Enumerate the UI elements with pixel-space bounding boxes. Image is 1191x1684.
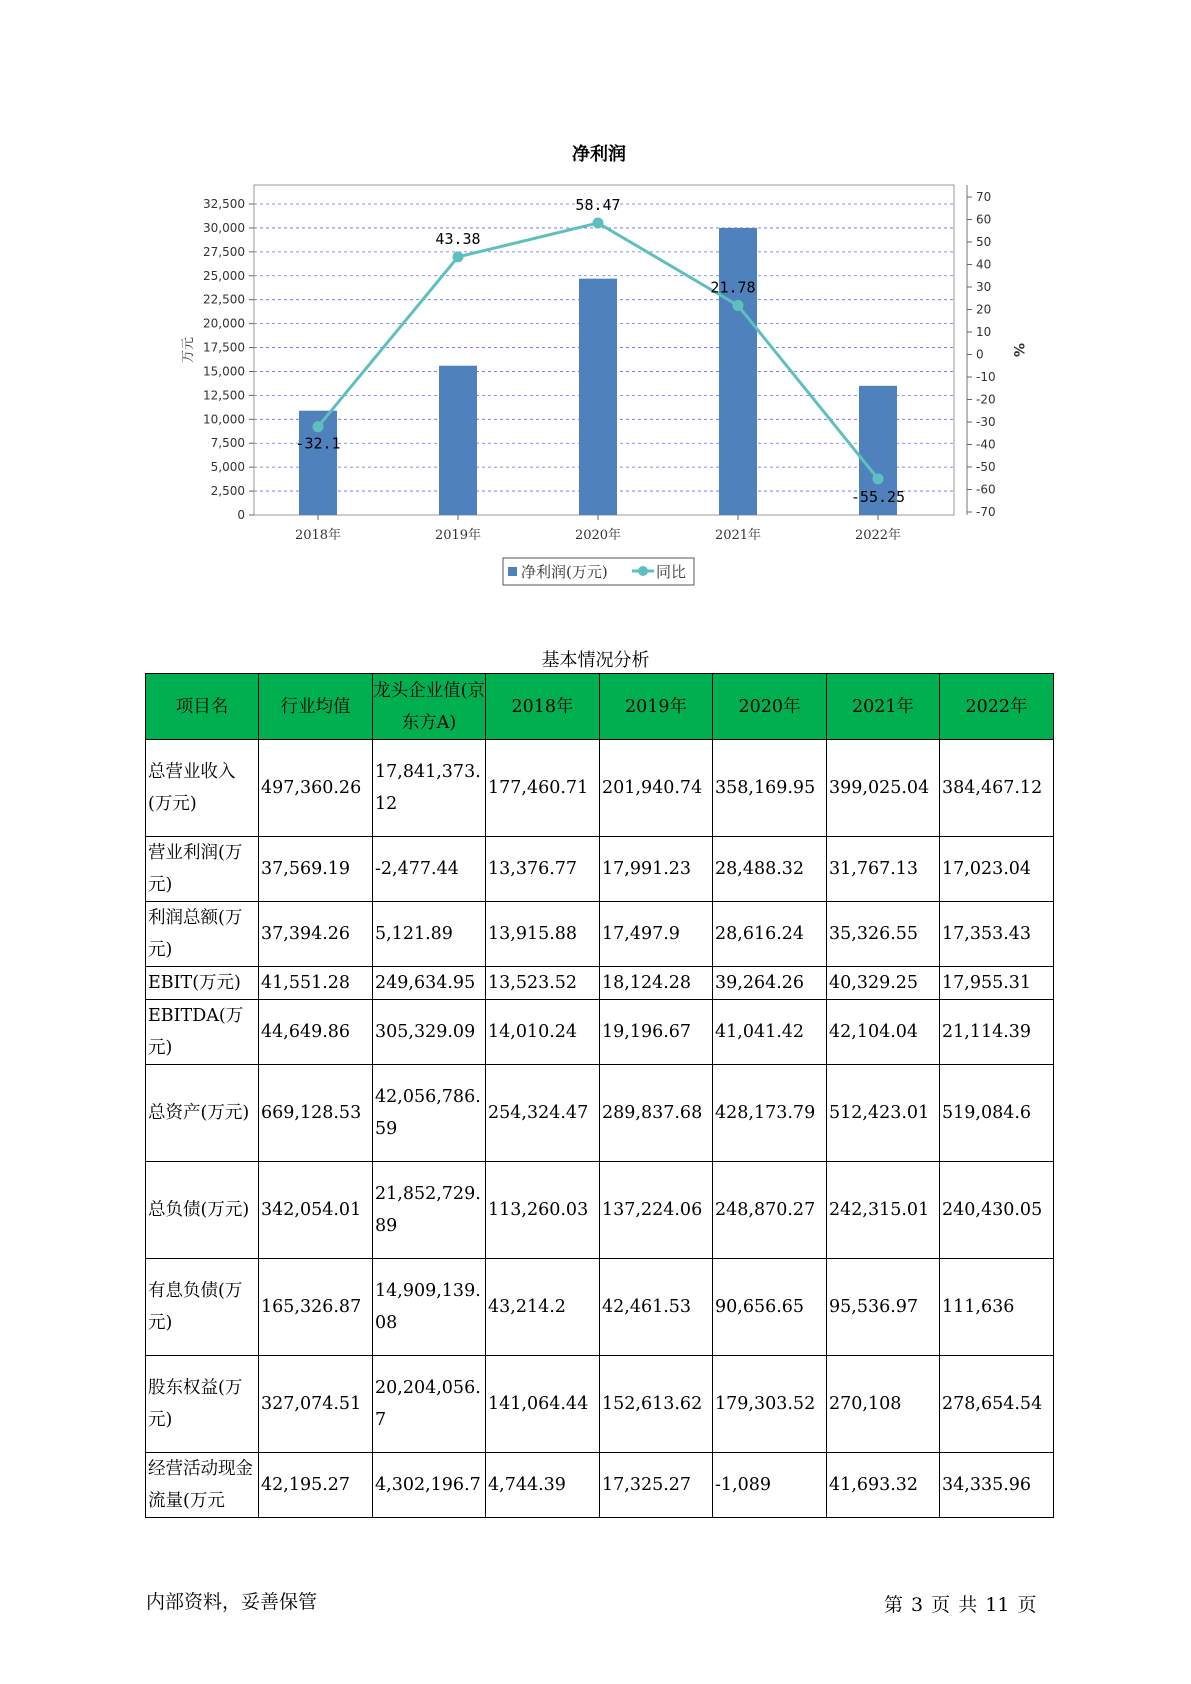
value-cell: 428,173.79 — [713, 1065, 827, 1162]
x-axis-tick-label: 2019年 — [434, 528, 482, 543]
header-cell: 2020年 — [713, 674, 827, 740]
yoy-point — [733, 300, 744, 311]
value-cell: 90,656.65 — [713, 1259, 827, 1356]
value-cell: 669,128.53 — [259, 1065, 373, 1162]
value-cell: 41,693.32 — [827, 1453, 940, 1518]
right-axis-tick-label: 40 — [976, 257, 992, 272]
right-axis-tick-label: 60 — [976, 212, 992, 227]
value-cell: 31,767.13 — [827, 837, 940, 902]
value-cell: 242,315.01 — [827, 1162, 940, 1259]
header-cell: 行业均值 — [259, 674, 373, 740]
value-cell: 289,837.68 — [600, 1065, 713, 1162]
left-axis-tick-label: 12,500 — [203, 388, 245, 403]
table-row — [146, 1000, 1054, 1065]
value-cell: 17,497.9 — [600, 902, 713, 967]
left-axis-tick-label: 15,000 — [203, 364, 245, 379]
right-axis-tick-label: -10 — [976, 370, 996, 384]
bar-net-profit — [439, 366, 477, 515]
value-cell: 21,852,729.89 — [373, 1162, 486, 1259]
table-row — [146, 1162, 1054, 1259]
right-axis-tick-label: 10 — [976, 325, 992, 339]
value-cell: 4,302,196.7 — [373, 1453, 486, 1518]
value-cell: 28,488.32 — [713, 837, 827, 902]
legend-bar-swatch — [508, 567, 517, 576]
x-axis-tick-label: 2021年 — [714, 528, 762, 543]
header-cell: 项目名 — [146, 674, 259, 740]
yoy-data-label: -55.25 — [850, 487, 906, 506]
right-axis-tick-label: -20 — [976, 392, 996, 407]
value-cell: 40,329.25 — [827, 967, 940, 1000]
table-row — [146, 1453, 1054, 1518]
value-cell: 14,010.24 — [486, 1000, 600, 1065]
value-cell: 21,114.39 — [940, 1000, 1054, 1065]
x-axis-tick-label: 2018年 — [294, 528, 342, 543]
value-cell: 17,325.27 — [600, 1453, 713, 1518]
left-axis-tick-label: 25,000 — [203, 268, 245, 283]
right-axis-title: % — [1010, 342, 1026, 358]
value-cell: 342,054.01 — [259, 1162, 373, 1259]
value-cell: 248,870.27 — [713, 1162, 827, 1259]
value-cell: 249,634.95 — [373, 967, 486, 1000]
value-cell: 37,394.26 — [259, 902, 373, 967]
x-axis-tick-label: 2022年 — [854, 528, 902, 543]
header-cell: 2021年 — [827, 674, 940, 740]
value-cell: 240,430.05 — [940, 1162, 1054, 1259]
table-row — [146, 1065, 1054, 1162]
row-label-cell: 有息负债(万元) — [146, 1259, 259, 1356]
table-row — [146, 967, 1054, 1000]
row-label-cell: 股东权益(万元) — [146, 1356, 259, 1453]
left-axis-tick-label: 2,500 — [210, 484, 245, 499]
value-cell: 4,744.39 — [486, 1453, 600, 1518]
value-cell: 113,260.03 — [486, 1162, 600, 1259]
right-axis-tick-label: -60 — [976, 482, 996, 497]
row-label-cell: 营业利润(万元) — [146, 837, 259, 902]
value-cell: 152,613.62 — [600, 1356, 713, 1453]
value-cell: 519,084.6 — [940, 1065, 1054, 1162]
table-row — [146, 740, 1054, 837]
table-row — [146, 1356, 1054, 1453]
header-cell: 2018年 — [486, 674, 600, 740]
value-cell: 165,326.87 — [259, 1259, 373, 1356]
value-cell: 17,991.23 — [600, 837, 713, 902]
right-axis-tick-label: -70 — [976, 505, 996, 519]
left-axis-tick-label: 20,000 — [203, 316, 245, 331]
value-cell: 18,124.28 — [600, 967, 713, 1000]
value-cell: 35,326.55 — [827, 902, 940, 967]
value-cell: 111,636 — [940, 1259, 1054, 1356]
yoy-point — [873, 473, 884, 484]
value-cell: -1,089 — [713, 1453, 827, 1518]
row-label-cell: 总营业收入(万元) — [146, 740, 259, 837]
legend-line-marker — [638, 566, 648, 576]
value-cell: 17,841,373.12 — [373, 740, 486, 837]
left-axis-tick-label: 7,500 — [210, 436, 245, 451]
value-cell: 13,376.77 — [486, 837, 600, 902]
yoy-point — [593, 217, 604, 228]
value-cell: 20,204,056.7 — [373, 1356, 486, 1453]
row-label-cell: 利润总额(万元) — [146, 902, 259, 967]
value-cell: 13,915.88 — [486, 902, 600, 967]
value-cell: 327,074.51 — [259, 1356, 373, 1453]
value-cell: -2,477.44 — [373, 837, 486, 902]
value-cell: 305,329.09 — [373, 1000, 486, 1065]
table-header-row — [146, 674, 1054, 740]
table-row — [146, 1259, 1054, 1356]
value-cell: 384,467.12 — [940, 740, 1054, 837]
value-cell: 42,104.04 — [827, 1000, 940, 1065]
value-cell: 42,056,786.59 — [373, 1065, 486, 1162]
table-row — [146, 902, 1054, 967]
value-cell: 5,121.89 — [373, 902, 486, 967]
table-row — [146, 837, 1054, 902]
yoy-point — [453, 251, 464, 262]
left-axis-title: 万元 — [181, 336, 196, 364]
value-cell: 512,423.01 — [827, 1065, 940, 1162]
header-cell: 2022年 — [940, 674, 1054, 740]
right-axis-tick-label: -50 — [976, 460, 996, 474]
right-axis-tick-label: -40 — [976, 437, 996, 452]
footer-confidential-note: 内部资料，妥善保管 — [146, 1591, 318, 1613]
row-label-cell: 总资产(万元) — [146, 1065, 259, 1162]
row-label-cell: EBIT(万元) — [146, 967, 259, 1000]
right-axis-tick-label: 30 — [976, 280, 992, 294]
bar-net-profit — [719, 228, 757, 515]
value-cell: 14,909,139.08 — [373, 1259, 486, 1356]
x-axis-tick-label: 2020年 — [574, 528, 622, 543]
legend-bar-label: 净利润(万元) — [521, 563, 608, 581]
legend-line-label: 同比 — [656, 563, 687, 581]
header-cell: 2019年 — [600, 674, 713, 740]
value-cell: 358,169.95 — [713, 740, 827, 837]
yoy-data-label: 21.78 — [710, 278, 756, 297]
left-axis-tick-label: 17,500 — [203, 340, 245, 355]
value-cell: 137,224.06 — [600, 1162, 713, 1259]
yoy-data-label: -32.1 — [295, 434, 341, 453]
value-cell: 42,195.27 — [259, 1453, 373, 1518]
value-cell: 17,023.04 — [940, 837, 1054, 902]
value-cell: 39,264.26 — [713, 967, 827, 1000]
left-axis-tick-label: 5,000 — [210, 460, 245, 475]
value-cell: 177,460.71 — [486, 740, 600, 837]
row-label-cell: EBITDA(万元) — [146, 1000, 259, 1065]
header-cell: 龙头企业值(京东方A) — [373, 674, 486, 740]
right-axis-tick-label: 50 — [976, 235, 992, 249]
value-cell: 43,214.2 — [486, 1259, 600, 1356]
value-cell: 17,353.43 — [940, 902, 1054, 967]
right-axis-tick-label: 20 — [976, 302, 992, 317]
value-cell: 17,955.31 — [940, 967, 1054, 1000]
net-profit-chart — [0, 0, 1191, 600]
left-axis-tick-label: 22,500 — [203, 292, 245, 307]
value-cell: 41,551.28 — [259, 967, 373, 1000]
chart-canvas — [0, 0, 1191, 600]
row-label-cell: 总负债(万元) — [146, 1162, 259, 1259]
right-axis-tick-label: 0 — [976, 347, 984, 362]
value-cell: 95,536.97 — [827, 1259, 940, 1356]
value-cell: 19,196.67 — [600, 1000, 713, 1065]
chart-title: 净利润 — [572, 144, 626, 165]
left-axis-tick-label: 0 — [237, 508, 245, 522]
right-axis-tick-label: -30 — [976, 415, 996, 429]
yoy-data-label: 43.38 — [435, 229, 481, 248]
table-caption: 基本情况分析 — [541, 650, 650, 671]
left-axis-tick-label: 32,500 — [203, 197, 245, 211]
left-axis-tick-label: 30,000 — [203, 220, 245, 235]
basic-analysis-table — [145, 673, 1054, 1518]
bar-net-profit — [579, 279, 617, 515]
footer-page-number: 第 3 页 共 11 页 — [884, 1594, 1037, 1616]
value-cell: 44,649.86 — [259, 1000, 373, 1065]
value-cell: 278,654.54 — [940, 1356, 1054, 1453]
value-cell: 28,616.24 — [713, 902, 827, 967]
value-cell: 201,940.74 — [600, 740, 713, 837]
value-cell: 34,335.96 — [940, 1453, 1054, 1518]
left-axis-tick-label: 10,000 — [203, 412, 245, 427]
right-axis-tick-label: 70 — [976, 190, 992, 204]
value-cell: 497,360.26 — [259, 740, 373, 837]
value-cell: 13,523.52 — [486, 967, 600, 1000]
value-cell: 41,041.42 — [713, 1000, 827, 1065]
yoy-data-label: 58.47 — [575, 195, 621, 214]
yoy-point — [313, 421, 324, 432]
value-cell: 270,108 — [827, 1356, 940, 1453]
value-cell: 399,025.04 — [827, 740, 940, 837]
value-cell: 254,324.47 — [486, 1065, 600, 1162]
left-axis-tick-label: 27,500 — [203, 244, 245, 259]
value-cell: 179,303.52 — [713, 1356, 827, 1453]
value-cell: 141,064.44 — [486, 1356, 600, 1453]
value-cell: 42,461.53 — [600, 1259, 713, 1356]
value-cell: 37,569.19 — [259, 837, 373, 902]
row-label-cell: 经营活动现金流量(万元 — [146, 1453, 259, 1518]
